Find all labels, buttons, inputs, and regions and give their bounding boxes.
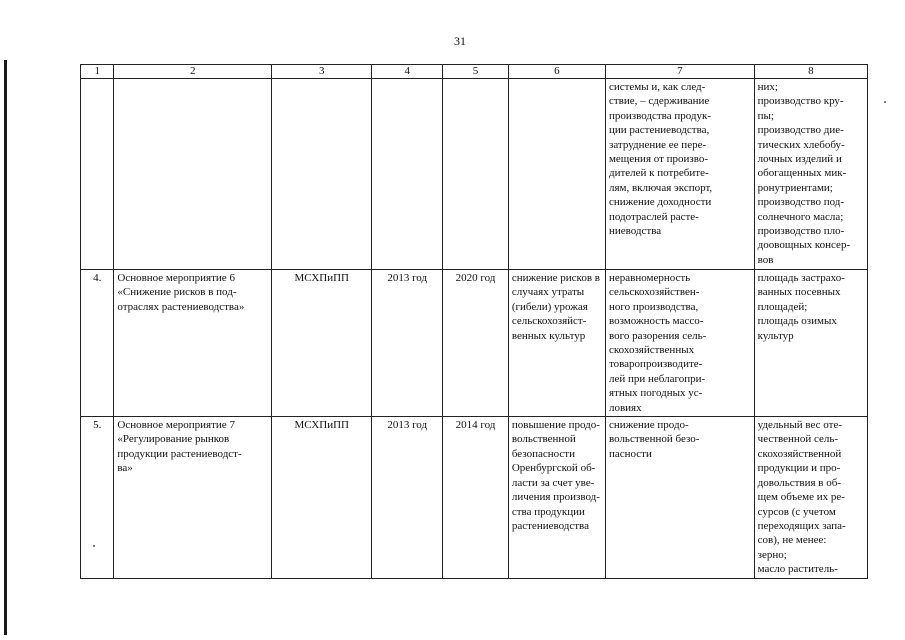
risk-consequences-line: сельскохозяйствен- [608,286,700,299]
risk-consequences-line: ции растениеводства, [608,124,710,137]
expected-result [508,270,605,417]
target-indicators-line: доовощных консер- [757,239,851,252]
target-indicators-line: обогащенных мик- [757,167,847,180]
table-row [81,417,868,578]
measure-name-line: «Снижение рисков в под- [117,286,237,299]
target-indicators-line: вов [757,253,774,266]
scan-speck [884,101,886,103]
column-number-row [81,65,868,79]
column-number: 3 [272,65,372,79]
measure-name [114,417,272,578]
expected-result-line: Оренбургской об- [511,462,596,475]
column-number: 4 [372,65,443,79]
target-indicators-line: производство дие- [757,124,844,137]
target-indicators-line: переходящих запа- [757,519,846,532]
measure-name-line: Основное мероприятие 6 [117,272,235,284]
target-indicators-line: сов), не менее: [757,534,827,547]
risk-consequences-line: лей при неблагопри- [608,372,706,385]
target-indicators-line: них; [757,81,778,93]
expected-result-line: повышение продо- [511,419,600,432]
risk-consequences-line: мещения от произво- [608,153,709,166]
target-indicators-line: пы; [757,109,774,122]
risk-consequences-line: подотраслей расте- [608,210,699,223]
risk-consequences-line: возможность массо- [608,315,704,328]
column-number: 1 [81,65,114,79]
risk-consequences-line: вольственной безо- [608,433,700,446]
measures-table [80,64,868,579]
risk-consequences-line: ятных погодных ус- [608,387,703,400]
column-number: 6 [508,65,605,79]
measure-name-line: «Регулирование рынков [117,433,230,446]
target-indicators [754,270,867,417]
target-indicators-line: чественной сель- [757,433,839,446]
target-indicators-line: производство кру- [757,95,844,108]
target-indicators-line: культур [757,329,794,342]
measure-name-line: ва» [117,462,133,475]
expected-result-line: венных культур [511,329,586,342]
end-year [443,79,509,270]
measure-name [114,79,272,270]
table-row [81,270,868,417]
target-indicators-line: скохозяйственной [757,447,842,460]
target-indicators-line: масло раститель- [757,563,838,576]
start-year: 2013 год [372,417,443,578]
target-indicators-line: зерно; [757,548,787,561]
risk-consequences-line: ниеводства [608,225,662,238]
risk-consequences-line: системы и, как след- [608,81,706,93]
table-row [81,79,868,270]
risk-consequences [605,417,754,578]
row-number [81,79,114,270]
target-indicators-line: производство пло- [757,225,845,238]
expected-result [508,79,605,270]
risk-consequences-line: товаропроизводите- [608,358,703,371]
target-indicators [754,417,867,578]
risk-consequences-line: снижение доходности [608,196,712,209]
executor: МСХПиПП [272,270,372,417]
measure-name-line: Основное мероприятие 7 [117,419,235,432]
expected-result-line: снижение рисков в [511,272,600,284]
target-indicators-line: щем объеме их ре- [757,491,845,504]
target-indicators-line: ронутриентами; [757,181,833,194]
column-number: 2 [114,65,272,79]
expected-result [508,417,605,578]
risk-consequences-line: лям, включая экспорт, [608,181,713,194]
risk-consequences-line: ного производства, [608,300,699,313]
risk-consequences-line: производства продук- [608,109,712,122]
target-indicators-line: производство под- [757,196,845,209]
target-indicators-line: площадь озимых [757,315,837,328]
risk-consequences-line: ловиях [608,401,642,414]
target-indicators-line: сурсов (с учетом [757,505,836,518]
target-indicators-line: солнечного масла; [757,210,844,223]
risk-consequences [605,270,754,417]
executor: МСХПиПП [272,417,372,578]
risk-consequences-line: неравномерность [608,272,691,284]
target-indicators [754,79,867,270]
risk-consequences-line: дителей к потребите- [608,167,709,180]
expected-result-line: ласти за счет уве- [511,476,595,489]
start-year [372,79,443,270]
risk-consequences-line: затруднение ее пере- [608,138,707,151]
expected-result-line: растениеводства [511,519,589,532]
start-year: 2013 год [372,270,443,417]
target-indicators-line: ванных посевных [757,286,841,299]
executor [272,79,372,270]
risk-consequences-line: ствие, – сдерживание [608,95,710,108]
target-indicators-line: площадь застрахо- [757,272,845,284]
page-number: 31 [454,34,466,48]
measure-name-line: продукции растениеводст- [117,447,242,460]
measure-name [114,270,272,417]
expected-result-line: случаях утраты [511,286,585,299]
row-number: 5. [81,417,114,578]
column-number: 7 [605,65,754,79]
expected-result-line: сельскохозяйст- [511,315,587,328]
end-year: 2014 год [443,417,509,578]
target-indicators-line: лочных изделий и [757,153,842,166]
expected-result-line: безопасности [511,447,575,460]
scan-edge-bar [4,60,7,635]
measure-name-line: отраслях растениеводства» [117,300,245,313]
row-number: 4. [81,270,114,417]
target-indicators-line: удельный вес оте- [757,419,842,432]
risk-consequences-line: пасности [608,447,652,460]
expected-result-line: (гибели) урожая [511,300,588,313]
expected-result-line: личения производ- [511,491,600,504]
end-year: 2020 год [443,270,509,417]
column-number: 5 [443,65,509,79]
target-indicators-line: довольствия в об- [757,476,842,489]
target-indicators-line: площадей; [757,300,808,313]
risk-consequences [605,79,754,270]
expected-result-line: ства продукции [511,505,585,518]
risk-consequences-line: снижение продо- [608,419,689,432]
target-indicators-line: продукции и про- [757,462,841,475]
risk-consequences-line: вого разорения сель- [608,329,707,342]
target-indicators-line: тических хлебобу- [757,138,845,151]
expected-result-line: вольственной [511,433,576,446]
risk-consequences-line: скохозяйственных [608,344,695,357]
column-number: 8 [754,65,867,79]
